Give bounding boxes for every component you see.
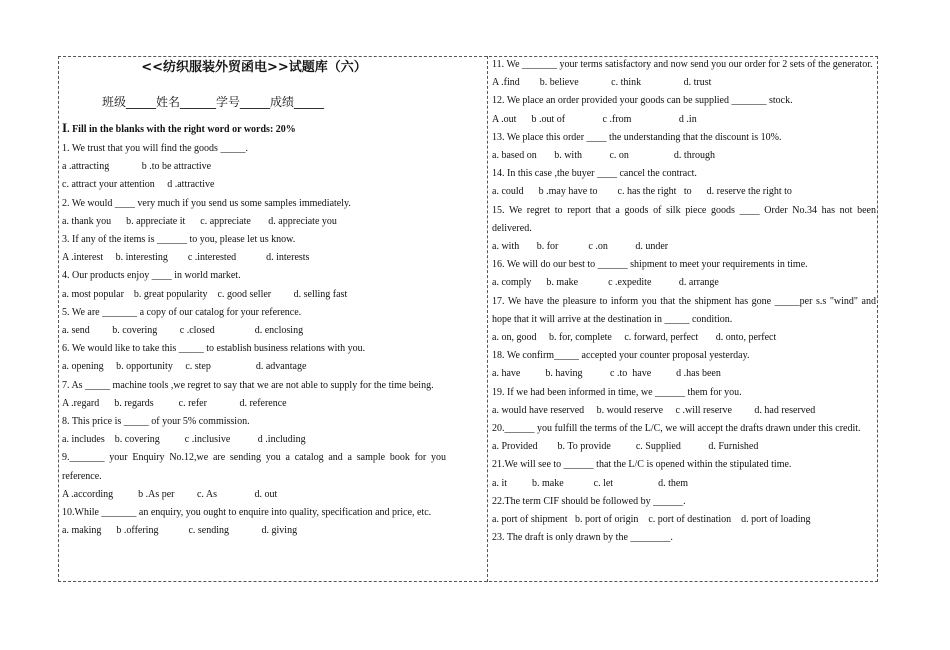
question-text: 21.We will see to ______ that the L/C is opened within the stipulated time. bbox=[492, 459, 792, 471]
answer-options: a. send b. covering c .closed d. enclosing bbox=[62, 325, 304, 337]
left-column bbox=[62, 56, 446, 540]
question-text: 11. We _______ your terms satisfactory and now send you our order for 2 sets of the generator. bbox=[492, 59, 873, 70]
question-text: 5. We are _______ a copy of our catalog for your reference. bbox=[62, 306, 302, 318]
question-text: 9._______ your Enquiry No.12,we are sending you a catalog and a sample book for you reference. bbox=[62, 452, 446, 482]
answer-options: a. making b .offering c. sending d. giving bbox=[62, 525, 298, 537]
question-text: 10.While _______ an enquiry, you ought to enquire into quality, specification and price, etc. bbox=[62, 507, 432, 519]
question-text: 12. We place an order provided your goods can be supplied _______ stock. bbox=[492, 95, 793, 107]
right-column bbox=[492, 56, 876, 547]
answer-options: A .according b .As per c. As d. out bbox=[62, 488, 278, 500]
answer-options: a. with b. for c .on d. under bbox=[492, 241, 669, 253]
question-text: 15. We regret to report that a goods of silk piece goods ____ Order No.34 has not been delivered. bbox=[492, 204, 876, 234]
answer-options: a. Provided b. To provide c. Supplied d. Furnished bbox=[492, 441, 759, 453]
answer-options: a. on, good b. for, complete c. forward, perfect d. onto, perfect bbox=[492, 332, 777, 344]
question-text: 18. We confirm_____ accepted your counter proposal yesterday. bbox=[492, 350, 750, 362]
question-text: 4. Our products enjoy ____ in world market. bbox=[62, 270, 241, 282]
answer-options: c. attract your attention d .attractive bbox=[62, 179, 215, 191]
section-numeral: I bbox=[62, 120, 68, 135]
question-text: 16. We will do our best to ______ shipment to meet your requirements in time. bbox=[492, 259, 808, 271]
student-info-line: 班级_____姓名______学号_____成绩_____ bbox=[102, 95, 325, 109]
question-text: 8. This price is _____ of your 5% commission. bbox=[62, 416, 250, 428]
answer-options: a. most popular b. great popularity c. good seller d. selling fast bbox=[62, 288, 348, 300]
answer-options: a. it b. make c. let d. them bbox=[492, 477, 689, 489]
answer-options: a. comply b. make c .expedite d. arrange bbox=[492, 277, 719, 289]
question-text: 13. We place this order ____ the understanding that the discount is 10%. bbox=[492, 131, 782, 143]
question-text: 6. We would like to take this _____ to establish business relations with you. bbox=[62, 343, 366, 355]
answer-options: A .regard b. regards c. refer d. reference bbox=[62, 397, 287, 409]
question-list-right bbox=[492, 56, 876, 547]
answer-options: a. thank you b. appreciate it c. appreciate d. appreciate you bbox=[62, 215, 337, 227]
question-text: 20.______ you fulfill the terms of the L/C, we will accept the drafts drawn under this credit. bbox=[492, 423, 861, 435]
question-text: 19. If we had been informed in time, we ______ them for you. bbox=[492, 386, 742, 398]
answer-options: a. would have reserved b. would reserve c .will reserve d. had reserved bbox=[492, 404, 816, 416]
answer-options: a. port of shipment b. port of origin c. port of destination d. port of loading bbox=[492, 514, 811, 526]
section-heading bbox=[62, 118, 446, 140]
question-text: 22.The term CIF should be followed by ______. bbox=[492, 495, 686, 507]
answer-options: a. could b .may have to c. has the right to d. reserve the right to bbox=[492, 186, 792, 198]
answer-options: A .out b .out of c .from d .in bbox=[492, 113, 697, 125]
answer-options: a. includes b. covering c .inclusive d .including bbox=[62, 434, 306, 446]
question-text: 23. The draft is only drawn by the ________. bbox=[492, 532, 673, 544]
answer-options: a .attracting b .to be attractive bbox=[62, 161, 212, 173]
question-list-left bbox=[62, 140, 446, 540]
question-text: 1. We trust that you will find the goods _____. bbox=[62, 143, 248, 154]
question-text: 14. In this case ,the buyer ____ cancel the contract. bbox=[492, 168, 697, 180]
answer-options: a. opening b. opportunity c. step d. advantage bbox=[62, 361, 307, 373]
answer-options: a. based on b. with c. on d. through bbox=[492, 150, 716, 162]
question-text: 17. We have the pleasure to inform you that the shipment has gone _____per s.s "wind" and hope that it will arrive at the destination in _____ condition. bbox=[492, 295, 876, 325]
question-text: 3. If any of the items is ______ to you, please let us know. bbox=[62, 234, 296, 246]
page-title: <<纺织服装外贸函电>>试题库（六） bbox=[141, 60, 367, 75]
answer-options: a. have b. having c .to have d .has been bbox=[492, 368, 721, 380]
column-divider bbox=[487, 56, 488, 582]
answer-options: A .find b. believe c. think d. trust bbox=[492, 77, 712, 89]
question-text: 2. We would ____ very much if you send us some samples immediately. bbox=[62, 197, 351, 209]
question-text: 7. As _____ machine tools ,we regret to say that we are not able to supply for the time being. bbox=[62, 379, 434, 391]
answer-options: A .interest b. interesting c .interested d. interests bbox=[62, 252, 310, 264]
section-instructions: . Fill in the blanks with the right word or words: 20% bbox=[67, 124, 296, 135]
